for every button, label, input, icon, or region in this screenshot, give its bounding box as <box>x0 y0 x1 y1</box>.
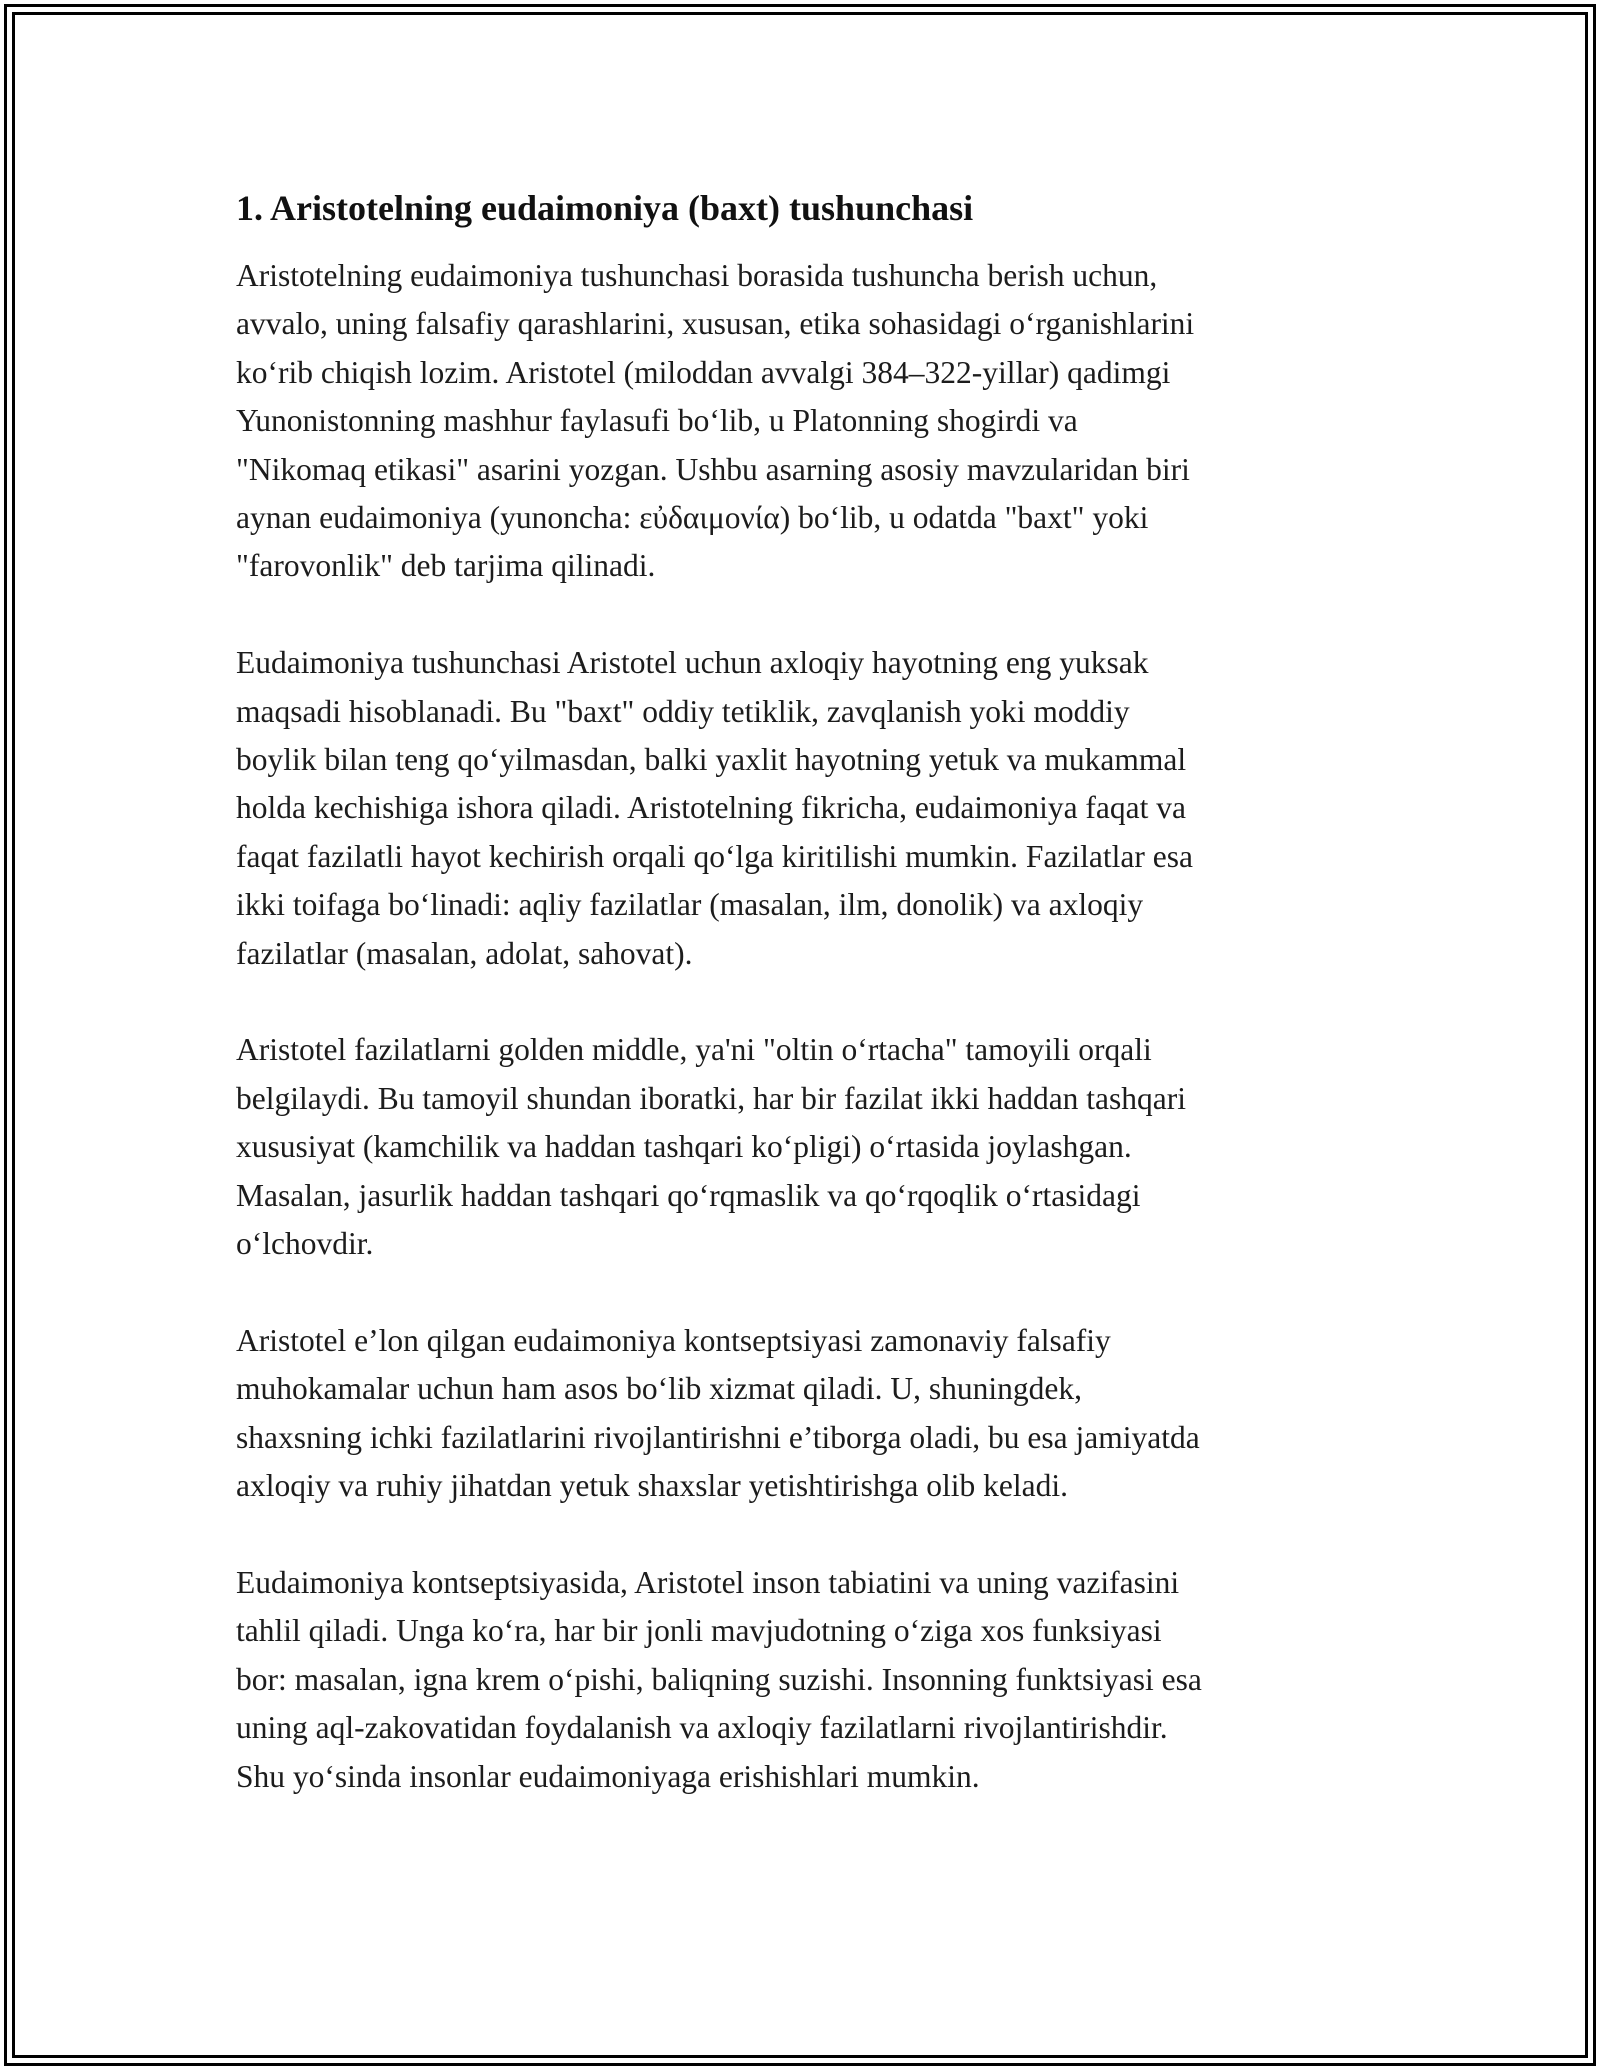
section-heading: 1. Aristotelning eudaimoniya (baxt) tushunchasi <box>236 188 974 228</box>
paragraph-3: Aristotel fazilatlarni golden middle, ya'ni "oltin o‘rtacha" tamoyili orqali belgilaydi. Bu tamoyil shundan iboratki, har bir fazilat ikki haddan tashqari xususiyat (kamchilik va haddan tashqari ko‘pligi) o‘rtasida joylashgan. Masalan, jasurlik haddan tashqari qo‘rqmaslik va qo‘rqoqlik o‘rtasidagi o‘lchovdir. <box>236 1032 1187 1262</box>
paragraph-2: Eudaimoniya tushunchasi Aristotel uchun axloqiy hayotning eng yuksak maqsadi hisoblanadi. Bu "baxt" oddiy tetiklik, zavqlanish yoki moddiy boylik bilan teng qo‘yilmasdan, balki yaxlit hayotning yetuk va mukammal holda kechishiga ishora qiladi. Aristotelning fikricha, eudaimoniya faqat va faqat fazilatli hayot kechirish orqali qo‘lga kiritilishi mumkin. Fazilatlar esa ikki toifaga bo‘linadi: aqliy fazilatlar (masalan, ilm, donolik) va axloqiy fazilatlar (masalan, adolat, sahovat). <box>236 645 1193 971</box>
paragraph-5: Eudaimoniya kontseptsiyasida, Aristotel inson tabiatini va uning vazifasini tahlil qiladi. Unga ko‘ra, har bir jonli mavjudotning o‘ziga xos funksiyasi bor: masalan, igna krem o‘pishi, baliqning suzishi. Insonning funktsiyasi esa uning aql-zakovatidan foydalanish va axloqiy fazilatlarni rivojlantirishdir. Shu yo‘sinda insonlar eudaimoniyaga erishishlari mumkin. <box>236 1564 1202 1794</box>
document-body <box>236 186 1366 1849</box>
paragraph-4: Aristotel e’lon qilgan eudaimoniya kontseptsiyasi zamonaviy falsafiy muhokamalar uchun ham asos bo‘lib xizmat qiladi. U, shuningdek, shaxsning ichki fazilatlarini rivojlantirishni e’tiborga oladi, bu esa jamiyatda axloqiy va ruhiy jihatdan yetuk shaxslar yetishtirishga olib keladi. <box>236 1322 1200 1504</box>
paragraph-1: Aristotelning eudaimoniya tushunchasi borasida tushuncha berish uchun, avvalo, uning falsafiy qarashlarini, xususan, etika sohasidagi o‘rganishlarini ko‘rib chiqish lozim. Aristotel (miloddan avvalgi 384–322-yillar) qadimgi Yunonistonning mashhur faylasufi bo‘lib, u Platonning shogirdi va "Nikomaq etikasi" asarini yozgan. Ushbu asarning asosiy mavzularidan biri aynan eudaimoniya (yunoncha: εὐδαιμονία) bo‘lib, u odatda "baxt" yoki "farovonlik" deb tarjima qilinadi. <box>236 258 1195 584</box>
